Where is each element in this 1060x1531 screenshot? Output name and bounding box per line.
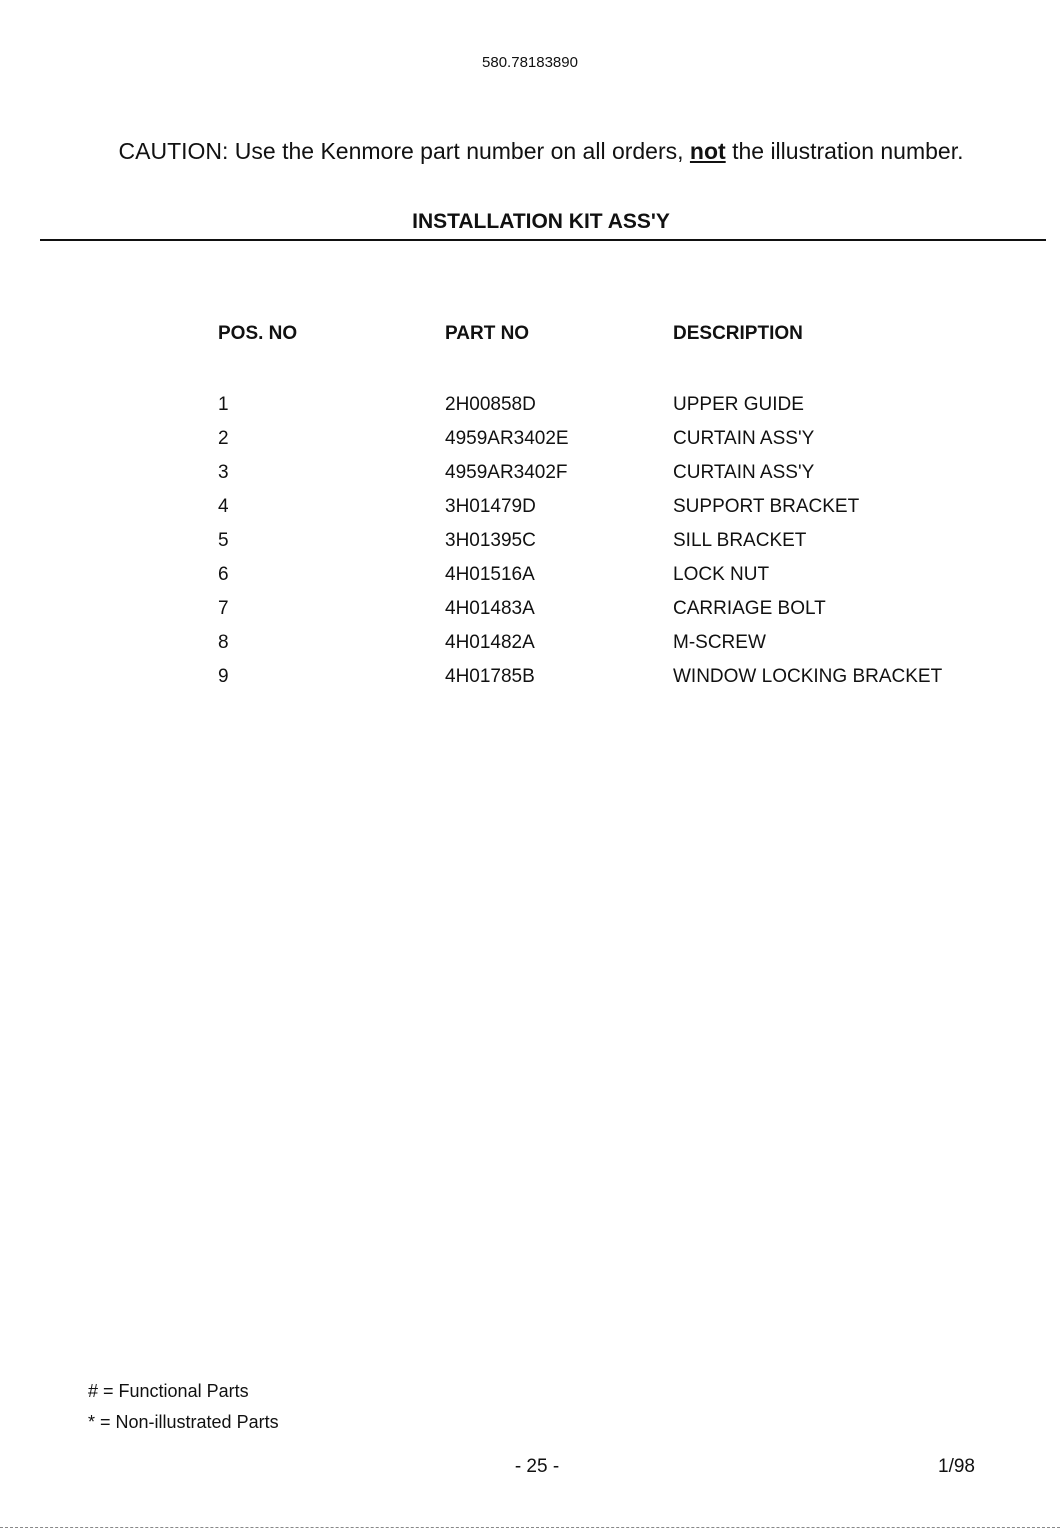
cell-description: CARRIAGE BOLT (673, 598, 826, 619)
cell-pos-no: 7 (218, 598, 229, 619)
cell-description: CURTAIN ASS'Y (673, 428, 815, 449)
cell-description: CURTAIN ASS'Y (673, 462, 815, 483)
cell-pos-no: 2 (218, 428, 229, 449)
cell-pos-no: 9 (218, 666, 229, 687)
table-row (218, 422, 993, 456)
parts-table (218, 320, 993, 694)
cell-part-no: 3H01479D (445, 496, 536, 517)
cell-pos-no: 1 (218, 394, 229, 415)
caution-text-suffix: the illustration number. (732, 138, 964, 164)
header-part-no: PART NO (445, 323, 530, 344)
table-row (218, 558, 993, 592)
cell-pos-no: 4 (218, 496, 229, 517)
caution-text-prefix: CAUTION: Use the Kenmore part number on all orders, (118, 138, 684, 164)
table-row (218, 524, 993, 558)
cell-description: UPPER GUIDE (673, 394, 804, 415)
table-row (218, 626, 993, 660)
table-row (218, 592, 993, 626)
caution-emphasis: not (689, 138, 726, 164)
caution-notice (0, 138, 1060, 165)
table-header-row (218, 320, 993, 388)
section-title: INSTALLATION KIT ASS'Y (412, 210, 670, 233)
legend-functional-parts: # = Functional Parts (88, 1381, 249, 1401)
cell-part-no: 3H01395C (445, 530, 536, 551)
cell-part-no: 4959AR3402E (445, 428, 569, 449)
legend-non-illustrated-parts: * = Non-illustrated Parts (88, 1412, 279, 1432)
cell-part-no: 4H01482A (445, 632, 535, 653)
cell-part-no: 4H01516A (445, 564, 535, 585)
page-number: - 25 - (514, 1456, 560, 1477)
cell-part-no: 4959AR3402F (445, 462, 568, 483)
table-row (218, 456, 993, 490)
cell-description: SUPPORT BRACKET (673, 496, 860, 517)
parts-table-body (218, 388, 993, 694)
cell-pos-no: 8 (218, 632, 229, 653)
table-row (218, 660, 993, 694)
cell-part-no: 2H00858D (445, 394, 536, 415)
cell-pos-no: 5 (218, 530, 229, 551)
document-number: 580.78183890 (482, 54, 578, 71)
cell-pos-no: 6 (218, 564, 229, 585)
title-rule (40, 239, 1046, 241)
date-code: 1/98 (938, 1456, 975, 1477)
table-row (218, 388, 993, 422)
cell-description: WINDOW LOCKING BRACKET (673, 666, 943, 687)
header-description: DESCRIPTION (673, 323, 803, 344)
cell-pos-no: 3 (218, 462, 229, 483)
cell-description: M-SCREW (673, 632, 766, 653)
bottom-rule (0, 1527, 1060, 1529)
cell-description: SILL BRACKET (673, 530, 807, 551)
cell-part-no: 4H01483A (445, 598, 535, 619)
table-row (218, 490, 993, 524)
cell-description: LOCK NUT (673, 564, 770, 585)
cell-part-no: 4H01785B (445, 666, 535, 687)
header-pos-no: POS. NO (218, 323, 298, 344)
